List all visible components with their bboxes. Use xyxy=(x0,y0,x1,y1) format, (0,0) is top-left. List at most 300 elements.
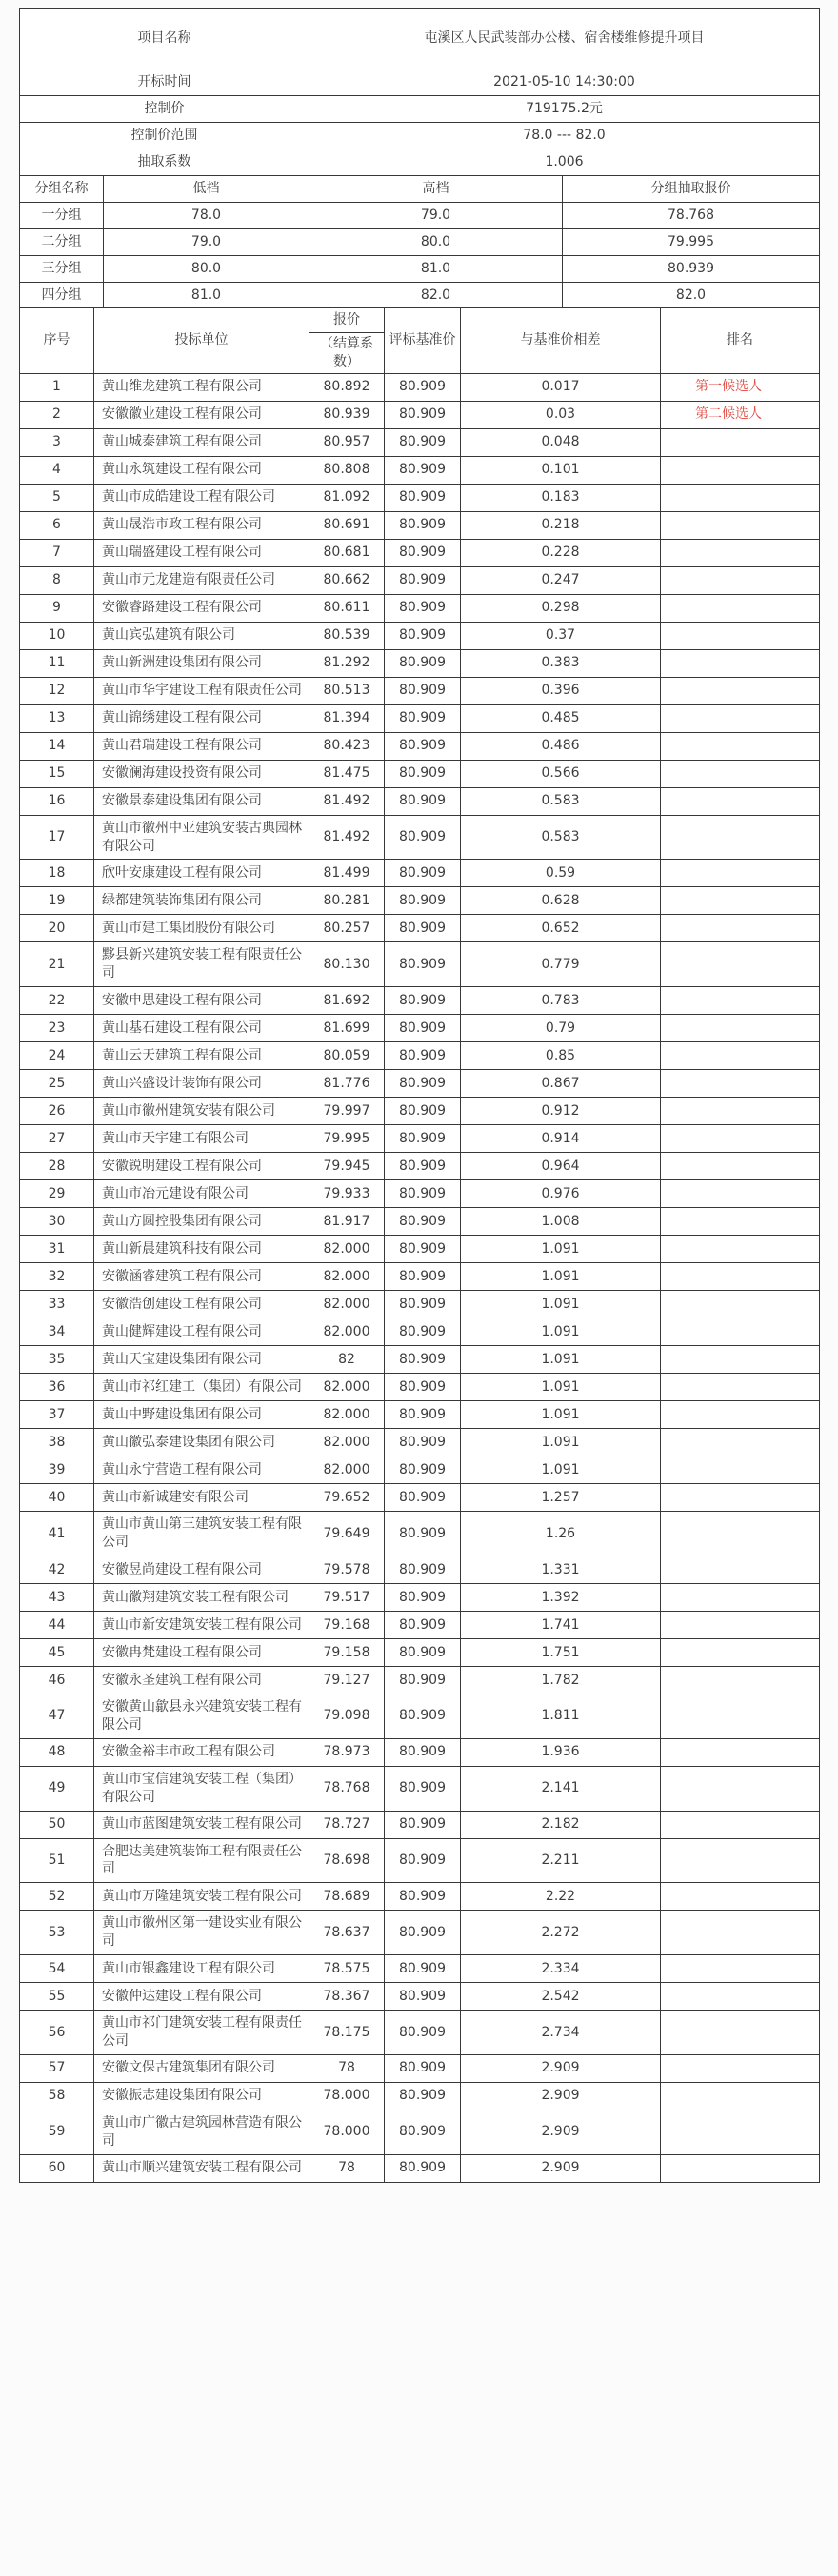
bid-results-table xyxy=(19,307,820,2183)
bid-price-cell: 79.127 xyxy=(309,1667,385,1694)
bid-price-cell: 82.000 xyxy=(309,1429,385,1456)
bid-price-cell: 79.933 xyxy=(309,1180,385,1208)
group-row xyxy=(20,282,820,308)
group-row xyxy=(20,202,820,228)
group-extracted-price-cell: 78.768 xyxy=(563,202,820,228)
bidder-name-cell: 黄山市华宇建设工程有限责任公司 xyxy=(94,677,309,704)
serial-number-cell: 55 xyxy=(20,1983,94,2011)
serial-number-cell: 37 xyxy=(20,1401,94,1429)
base-price-cell: 80.909 xyxy=(385,787,461,815)
group-extraction-table xyxy=(19,175,820,309)
bid-price-cell: 81.492 xyxy=(309,815,385,860)
group-name-cell: 一分组 xyxy=(20,202,104,228)
base-price-cell: 80.909 xyxy=(385,1512,461,1556)
diff-cell: 0.79 xyxy=(461,1015,661,1042)
base-price-cell: 80.909 xyxy=(385,1153,461,1180)
diff-cell: 1.741 xyxy=(461,1612,661,1639)
bid-price-cell: 78.000 xyxy=(309,2110,385,2154)
bidder-name-cell: 安徽黄山歙县永兴建筑安装工程有限公司 xyxy=(94,1694,309,1739)
group-extracted-price-cell: 79.995 xyxy=(563,228,820,255)
bidder-header: 投标单位 xyxy=(94,308,309,374)
rank-cell xyxy=(661,566,820,594)
bidder-name-cell: 安徽睿路建设工程有限公司 xyxy=(94,594,309,622)
diff-cell: 0.59 xyxy=(461,860,661,887)
serial-number-cell: 39 xyxy=(20,1456,94,1484)
base-price-cell: 80.909 xyxy=(385,1180,461,1208)
diff-cell: 1.091 xyxy=(461,1236,661,1263)
rank-cell xyxy=(661,1291,820,1318)
bidder-name-cell: 黄山市蓝图建筑安装工程有限公司 xyxy=(94,1811,309,1838)
rank-cell xyxy=(661,1098,820,1125)
base-price-cell: 80.909 xyxy=(385,1838,461,1883)
diff-cell: 1.091 xyxy=(461,1429,661,1456)
rank-cell xyxy=(661,1153,820,1180)
base-price-cell: 80.909 xyxy=(385,1584,461,1612)
bidder-name-cell: 安徽仲达建设工程有限公司 xyxy=(94,1983,309,2011)
base-price-cell: 80.909 xyxy=(385,1694,461,1739)
diff-cell: 0.383 xyxy=(461,649,661,677)
bid-price-cell: 78.175 xyxy=(309,2011,385,2055)
rank-cell xyxy=(661,887,820,915)
bidder-name-cell: 黄山晟浩市政工程有限公司 xyxy=(94,511,309,539)
base-price-cell: 80.909 xyxy=(385,2154,461,2182)
bidder-name-cell: 黄山市银鑫建设工程有限公司 xyxy=(94,1955,309,1983)
bidder-name-cell: 黄山市天宇建工有限公司 xyxy=(94,1125,309,1153)
group-name-cell: 四分组 xyxy=(20,282,104,308)
diff-cell: 1.091 xyxy=(461,1291,661,1318)
diff-cell: 1.936 xyxy=(461,1738,661,1766)
table-row xyxy=(20,860,820,887)
base-price-cell: 80.909 xyxy=(385,511,461,539)
rank-cell xyxy=(661,1838,820,1883)
rank-cell xyxy=(661,456,820,484)
bid-price-cell: 80.513 xyxy=(309,677,385,704)
rank-cell xyxy=(661,787,820,815)
bid-price-cell: 79.649 xyxy=(309,1512,385,1556)
rank-cell xyxy=(661,1883,820,1911)
bidder-name-cell: 安徽景泰建设集团有限公司 xyxy=(94,787,309,815)
bid-price-cell: 79.652 xyxy=(309,1484,385,1512)
group-row xyxy=(20,228,820,255)
diff-cell: 2.182 xyxy=(461,1811,661,1838)
diff-cell: 0.652 xyxy=(461,915,661,942)
table-row xyxy=(20,401,820,428)
diff-cell: 1.091 xyxy=(461,1263,661,1291)
base-price-cell: 80.909 xyxy=(385,622,461,649)
bidder-name-cell: 安徽文保古建筑集团有限公司 xyxy=(94,2054,309,2082)
rank-cell xyxy=(661,1208,820,1236)
serial-number-cell: 12 xyxy=(20,677,94,704)
base-price-cell: 80.909 xyxy=(385,860,461,887)
table-row xyxy=(20,1236,820,1263)
bid-price-cell: 80.662 xyxy=(309,566,385,594)
table-row xyxy=(20,9,820,69)
table-row xyxy=(20,566,820,594)
base-price-cell: 80.909 xyxy=(385,1429,461,1456)
bid-price-cell: 78.973 xyxy=(309,1738,385,1766)
base-price-cell: 80.909 xyxy=(385,428,461,456)
base-price-cell: 80.909 xyxy=(385,887,461,915)
bid-price-cell: 82 xyxy=(309,1346,385,1374)
base-price-cell: 80.909 xyxy=(385,1639,461,1667)
bid-price-cell: 80.691 xyxy=(309,511,385,539)
bidder-name-cell: 黄山市顺兴建筑安装工程有限公司 xyxy=(94,2154,309,2182)
rank-cell xyxy=(661,915,820,942)
table-row xyxy=(20,456,820,484)
bid-price-cell: 80.957 xyxy=(309,428,385,456)
bid-price-cell: 79.995 xyxy=(309,1125,385,1153)
rank-cell xyxy=(661,1811,820,1838)
table-row xyxy=(20,539,820,566)
diff-cell: 1.26 xyxy=(461,1512,661,1556)
table-row xyxy=(20,1811,820,1838)
serial-number-cell: 11 xyxy=(20,649,94,677)
base-price-cell: 80.909 xyxy=(385,1098,461,1125)
bidder-name-cell: 安徽昱尚建设工程有限公司 xyxy=(94,1556,309,1584)
low-tier-cell: 81.0 xyxy=(104,282,309,308)
high-tier-cell: 81.0 xyxy=(309,255,563,282)
serial-number-cell: 52 xyxy=(20,1883,94,1911)
serial-number-cell: 27 xyxy=(20,1125,94,1153)
base-price-cell: 80.909 xyxy=(385,539,461,566)
diff-cell: 0.779 xyxy=(461,942,661,987)
table-row xyxy=(20,1838,820,1883)
serial-number-cell: 6 xyxy=(20,511,94,539)
bid-price-cell: 78.768 xyxy=(309,1766,385,1811)
group-extracted-price-cell: 80.939 xyxy=(563,255,820,282)
serial-number-cell: 16 xyxy=(20,787,94,815)
table-row xyxy=(20,1346,820,1374)
rank-cell xyxy=(661,428,820,456)
table-row xyxy=(20,649,820,677)
table-row xyxy=(20,732,820,760)
bidder-name-cell: 黄山永宁营造工程有限公司 xyxy=(94,1456,309,1484)
serial-number-cell: 41 xyxy=(20,1512,94,1556)
diff-cell: 0.783 xyxy=(461,987,661,1015)
diff-cell: 1.392 xyxy=(461,1584,661,1612)
rank-cell xyxy=(661,760,820,787)
rank-cell xyxy=(661,1484,820,1512)
table-row xyxy=(20,1263,820,1291)
diff-cell: 2.909 xyxy=(461,2110,661,2154)
serial-number-cell: 24 xyxy=(20,1042,94,1070)
bidder-name-cell: 黄山兴盛设计装饰有限公司 xyxy=(94,1070,309,1098)
table-row xyxy=(20,2054,820,2082)
diff-cell: 0.566 xyxy=(461,760,661,787)
serial-number-cell: 54 xyxy=(20,1955,94,1983)
base-price-cell: 80.909 xyxy=(385,1955,461,1983)
bid-price-cell: 78 xyxy=(309,2054,385,2082)
base-price-cell: 80.909 xyxy=(385,1612,461,1639)
base-price-cell: 80.909 xyxy=(385,1070,461,1098)
low-tier-cell: 80.0 xyxy=(104,255,309,282)
rank-cell xyxy=(661,942,820,987)
rank-cell xyxy=(661,815,820,860)
diff-cell: 2.22 xyxy=(461,1883,661,1911)
rank-cell xyxy=(661,539,820,566)
bid-price-header-top: 报价 xyxy=(309,308,384,333)
rank-cell xyxy=(661,1429,820,1456)
rank-cell xyxy=(661,2154,820,2182)
rank-cell xyxy=(661,1556,820,1584)
control-price-range-value: 78.0 --- 82.0 xyxy=(309,123,820,149)
bid-price-cell: 78.727 xyxy=(309,1811,385,1838)
table-row xyxy=(20,1484,820,1512)
table-row xyxy=(20,511,820,539)
diff-cell: 1.811 xyxy=(461,1694,661,1739)
diff-cell: 0.247 xyxy=(461,566,661,594)
bidder-name-cell: 安徽锐明建设工程有限公司 xyxy=(94,1153,309,1180)
serial-number-cell: 10 xyxy=(20,622,94,649)
diff-cell: 2.272 xyxy=(461,1911,661,1955)
table-row xyxy=(20,1429,820,1456)
serial-number-cell: 32 xyxy=(20,1263,94,1291)
table-row xyxy=(20,1512,820,1556)
bid-price-cell: 78.575 xyxy=(309,1955,385,1983)
bidder-name-cell: 黄山君瑞建设工程有限公司 xyxy=(94,732,309,760)
rank-cell xyxy=(661,511,820,539)
serial-number-cell: 43 xyxy=(20,1584,94,1612)
diff-cell: 2.909 xyxy=(461,2082,661,2110)
low-tier-cell: 78.0 xyxy=(104,202,309,228)
rank-cell xyxy=(661,2110,820,2154)
table-row xyxy=(20,915,820,942)
serial-number-cell: 17 xyxy=(20,815,94,860)
table-row xyxy=(20,1667,820,1694)
rank-cell xyxy=(661,1911,820,1955)
bidder-name-cell: 黄山市成皓建设工程有限公司 xyxy=(94,484,309,511)
base-price-cell: 80.909 xyxy=(385,760,461,787)
serial-number-cell: 26 xyxy=(20,1098,94,1125)
rank-cell xyxy=(661,677,820,704)
base-price-cell: 80.909 xyxy=(385,1125,461,1153)
table-row xyxy=(20,594,820,622)
table-row xyxy=(20,1180,820,1208)
base-price-cell: 80.909 xyxy=(385,594,461,622)
bid-price-cell: 81.092 xyxy=(309,484,385,511)
table-row xyxy=(20,1911,820,1955)
rank-cell xyxy=(661,1456,820,1484)
bid-price-cell: 82.000 xyxy=(309,1374,385,1401)
bid-price-cell: 82.000 xyxy=(309,1263,385,1291)
base-price-cell: 80.909 xyxy=(385,1042,461,1070)
serial-number-cell: 34 xyxy=(20,1318,94,1346)
serial-number-cell: 5 xyxy=(20,484,94,511)
rank-cell xyxy=(661,1263,820,1291)
rank-cell xyxy=(661,2011,820,2055)
project-name-label: 项目名称 xyxy=(20,9,309,69)
table-row xyxy=(20,1738,820,1766)
bid-price-cell: 78.000 xyxy=(309,2082,385,2110)
table-row xyxy=(20,1153,820,1180)
serial-number-cell: 42 xyxy=(20,1556,94,1584)
bid-price-cell: 82.000 xyxy=(309,1236,385,1263)
rank-header: 排名 xyxy=(661,308,820,374)
base-price-cell: 80.909 xyxy=(385,2054,461,2082)
rank-cell xyxy=(661,1401,820,1429)
diff-cell: 2.909 xyxy=(461,2154,661,2182)
group-header-row xyxy=(20,175,820,202)
rank-cell xyxy=(661,484,820,511)
table-row xyxy=(20,2154,820,2182)
table-row xyxy=(20,1125,820,1153)
diff-cell: 0.396 xyxy=(461,677,661,704)
bid-price-cell: 81.499 xyxy=(309,860,385,887)
diff-cell: 0.485 xyxy=(461,704,661,732)
bidder-name-cell: 黄山市新诚建安有限公司 xyxy=(94,1484,309,1512)
bid-price-cell: 82.000 xyxy=(309,1318,385,1346)
bid-price-cell: 80.539 xyxy=(309,622,385,649)
rank-cell xyxy=(661,594,820,622)
bidder-name-cell: 黄山市广徽古建筑园林营造有限公司 xyxy=(94,2110,309,2154)
rank-cell xyxy=(661,1070,820,1098)
base-price-cell: 80.909 xyxy=(385,1401,461,1429)
base-price-cell: 80.909 xyxy=(385,942,461,987)
group-extracted-price-header: 分组抽取报价 xyxy=(563,175,820,202)
serial-number-cell: 35 xyxy=(20,1346,94,1374)
bidder-name-cell: 黄山市万隆建筑安装工程有限公司 xyxy=(94,1883,309,1911)
serial-number-cell: 57 xyxy=(20,2054,94,2082)
table-row xyxy=(20,123,820,149)
base-price-cell: 80.909 xyxy=(385,1667,461,1694)
bid-price-cell: 78.689 xyxy=(309,1883,385,1911)
base-price-cell: 80.909 xyxy=(385,1263,461,1291)
bidder-name-cell: 黄山新晨建筑科技有限公司 xyxy=(94,1236,309,1263)
rank-cell xyxy=(661,1738,820,1766)
serial-number-cell: 28 xyxy=(20,1153,94,1180)
serial-number-cell: 13 xyxy=(20,704,94,732)
bidder-name-cell: 黄山中野建设集团有限公司 xyxy=(94,1401,309,1429)
bidder-name-cell: 黄山市元龙建造有限责任公司 xyxy=(94,566,309,594)
bid-price-cell: 78.367 xyxy=(309,1983,385,2011)
diff-cell: 0.218 xyxy=(461,511,661,539)
rank-cell xyxy=(661,1639,820,1667)
bidder-name-cell: 黄山新洲建设集团有限公司 xyxy=(94,649,309,677)
rank-cell xyxy=(661,1180,820,1208)
serial-number-cell: 33 xyxy=(20,1291,94,1318)
bid-opening-time-label: 开标时间 xyxy=(20,69,309,96)
table-row xyxy=(20,987,820,1015)
diff-cell: 0.583 xyxy=(461,787,661,815)
diff-cell: 0.867 xyxy=(461,1070,661,1098)
base-price-cell: 80.909 xyxy=(385,456,461,484)
diff-cell: 2.909 xyxy=(461,2054,661,2082)
rank-cell xyxy=(661,1955,820,1983)
diff-cell: 1.091 xyxy=(461,1401,661,1429)
serial-number-cell: 36 xyxy=(20,1374,94,1401)
bidder-name-cell: 黄山宾弘建筑有限公司 xyxy=(94,622,309,649)
bid-price-cell: 79.517 xyxy=(309,1584,385,1612)
base-price-cell: 80.909 xyxy=(385,987,461,1015)
table-row xyxy=(20,942,820,987)
table-row xyxy=(20,484,820,511)
diff-header: 与基准价相差 xyxy=(461,308,661,374)
table-row xyxy=(20,1098,820,1125)
base-price-cell: 80.909 xyxy=(385,2110,461,2154)
rank-cell xyxy=(661,1318,820,1346)
bidder-name-cell: 黄山市徽州中亚建筑安装古典园林有限公司 xyxy=(94,815,309,860)
group-extracted-price-cell: 82.0 xyxy=(563,282,820,308)
table-row xyxy=(20,704,820,732)
group-name-cell: 二分组 xyxy=(20,228,104,255)
table-row xyxy=(20,96,820,123)
rank-cell xyxy=(661,1042,820,1070)
table-row xyxy=(20,887,820,915)
project-info-table xyxy=(19,8,820,176)
bidder-name-cell: 安徽永圣建筑工程有限公司 xyxy=(94,1667,309,1694)
diff-cell: 1.751 xyxy=(461,1639,661,1667)
bidder-name-cell: 黄山锦绣建设工程有限公司 xyxy=(94,704,309,732)
bidder-name-cell: 安徽金裕丰市政工程有限公司 xyxy=(94,1738,309,1766)
bidder-name-cell: 安徽浩创建设工程有限公司 xyxy=(94,1291,309,1318)
serial-number-cell: 29 xyxy=(20,1180,94,1208)
serial-number-cell: 48 xyxy=(20,1738,94,1766)
base-price-cell: 80.909 xyxy=(385,484,461,511)
serial-number-cell: 9 xyxy=(20,594,94,622)
serial-number-cell: 44 xyxy=(20,1612,94,1639)
bids-header-row xyxy=(20,308,820,374)
bid-price-cell: 80.681 xyxy=(309,539,385,566)
bid-price-cell: 82.000 xyxy=(309,1456,385,1484)
diff-cell: 1.091 xyxy=(461,1374,661,1401)
low-tier-cell: 79.0 xyxy=(104,228,309,255)
diff-cell: 2.734 xyxy=(461,2011,661,2055)
table-row xyxy=(20,1070,820,1098)
diff-cell: 0.228 xyxy=(461,539,661,566)
rank-cell xyxy=(661,704,820,732)
rank-cell xyxy=(661,1125,820,1153)
base-price-cell: 80.909 xyxy=(385,677,461,704)
table-row xyxy=(20,1456,820,1484)
bidder-name-cell: 欣叶安康建设工程有限公司 xyxy=(94,860,309,887)
group-row xyxy=(20,255,820,282)
bid-price-cell: 81.492 xyxy=(309,787,385,815)
control-price-value: 719175.2元 xyxy=(309,96,820,123)
table-row xyxy=(20,787,820,815)
serial-number-cell: 18 xyxy=(20,860,94,887)
bid-price-cell: 80.130 xyxy=(309,942,385,987)
diff-cell: 0.976 xyxy=(461,1180,661,1208)
bid-price-cell: 81.699 xyxy=(309,1015,385,1042)
serial-number-cell: 20 xyxy=(20,915,94,942)
diff-cell: 0.37 xyxy=(461,622,661,649)
bidder-name-cell: 黄山徽翔建筑安装工程有限公司 xyxy=(94,1584,309,1612)
diff-cell: 0.101 xyxy=(461,456,661,484)
serial-number-cell: 60 xyxy=(20,2154,94,2182)
rank-cell xyxy=(661,649,820,677)
table-row xyxy=(20,1015,820,1042)
base-price-cell: 80.909 xyxy=(385,373,461,401)
bid-price-cell: 79.997 xyxy=(309,1098,385,1125)
bid-price-cell: 81.394 xyxy=(309,704,385,732)
table-row xyxy=(20,428,820,456)
base-price-cell: 80.909 xyxy=(385,704,461,732)
rank-cell xyxy=(661,1983,820,2011)
base-price-cell: 80.909 xyxy=(385,1811,461,1838)
table-row xyxy=(20,373,820,401)
diff-cell: 0.583 xyxy=(461,815,661,860)
rank-cell xyxy=(661,1694,820,1739)
diff-cell: 0.628 xyxy=(461,887,661,915)
bidder-name-cell: 黄山市祁门建筑安装工程有限责任公司 xyxy=(94,2011,309,2055)
bidder-name-cell: 黄山市建工集团股份有限公司 xyxy=(94,915,309,942)
serial-number-cell: 51 xyxy=(20,1838,94,1883)
diff-cell: 0.298 xyxy=(461,594,661,622)
rank-cell xyxy=(661,732,820,760)
base-price-cell: 80.909 xyxy=(385,1766,461,1811)
serial-number-cell: 7 xyxy=(20,539,94,566)
bid-price-cell: 79.098 xyxy=(309,1694,385,1739)
